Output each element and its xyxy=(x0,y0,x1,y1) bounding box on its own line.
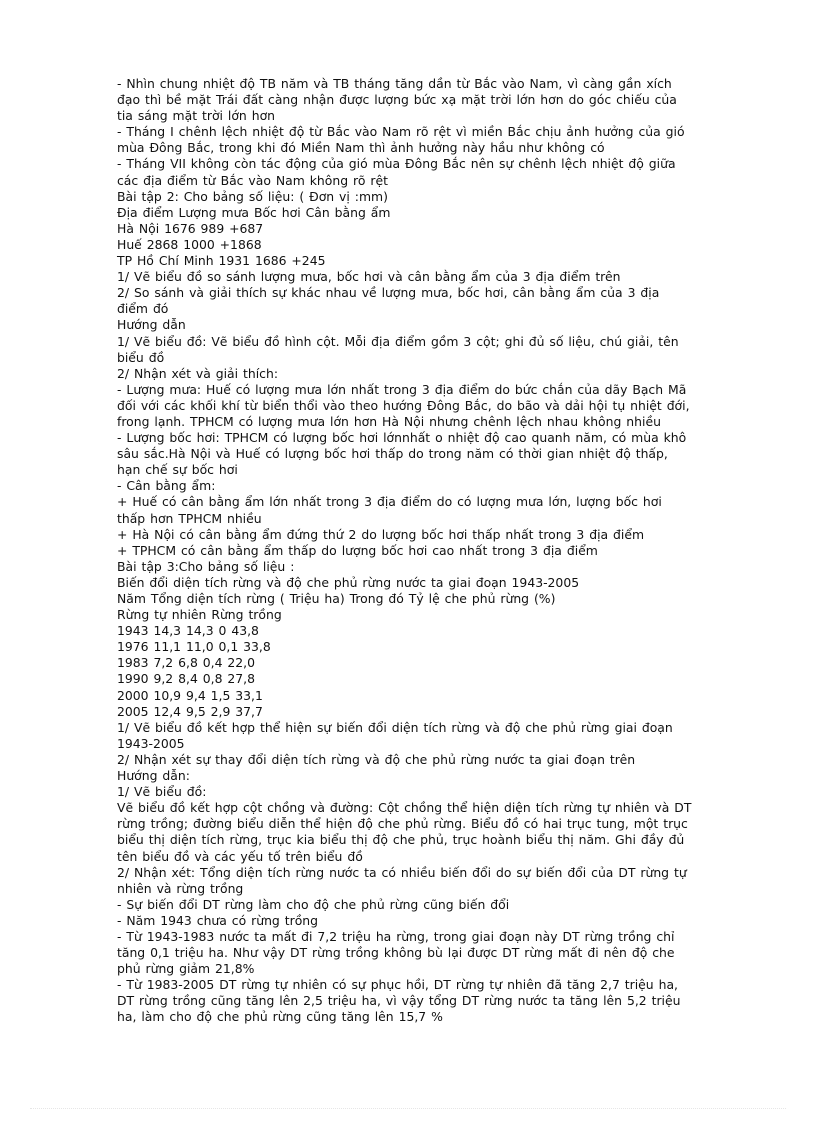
document-body xyxy=(117,76,723,1026)
text-line: 1976 11,1 11,0 0,1 33,8 xyxy=(117,639,271,655)
text-line: 2/ Nhận xét: Tổng diện tích rừng nước ta có nhiều biến đổi do sự biến đổi của DT rừng tự xyxy=(117,864,687,880)
text-line: Hà Nội 1676 989 +687 xyxy=(117,220,264,236)
text-line: rừng trồng; đường biểu diễn thể hiện độ che phủ rừng. Biểu đồ có hai trục tung, một trục xyxy=(117,816,688,832)
text-line: 1990 9,2 8,4 0,8 27,8 xyxy=(117,671,255,687)
text-line: - Cân bằng ẩm: xyxy=(117,478,216,494)
text-line: 1/ Vẽ biểu đồ: xyxy=(117,784,207,800)
text-line: - Nhìn chung nhiệt độ TB năm và TB tháng tăng dần từ Bắc vào Nam, vì càng gần xích xyxy=(117,76,672,91)
text-line: 2005 12,4 9,5 2,9 37,7 xyxy=(117,703,263,719)
text-line: 2/ Nhận xét sự thay đổi diện tích rừng và độ che phủ rừng nước ta giai đoạn trên xyxy=(117,751,636,767)
text-line: Bài tập 3:Cho bảng số liệu : xyxy=(117,558,295,574)
text-line: 2/ Nhận xét và giải thích: xyxy=(117,365,279,381)
page-bottom-divider xyxy=(30,1108,786,1109)
text-line: tăng 0,1 triệu ha. Như vậy DT rừng trồng không bù lại được DT rừng mất đi nên độ che xyxy=(117,945,675,961)
text-line: - Năm 1943 chưa có rừng trồng xyxy=(117,912,318,928)
text-line: + TPHCM có cân bằng ẩm thấp do lượng bốc hơi cao nhất trong 3 địa điểm xyxy=(117,542,598,558)
text-line: - Lượng bốc hơi: TPHCM có lượng bốc hơi lớnnhất o nhiệt độ cao quanh năm, có mùa khô xyxy=(117,430,687,446)
text-line: - Tháng VII không còn tác động của gió mùa Đông Bắc nên sự chênh lệch nhiệt độ giữa xyxy=(117,156,676,172)
text-line: các địa điểm từ Bắc vào Nam không rõ rệt xyxy=(117,172,388,188)
text-line: Bài tập 2: Cho bảng số liệu: ( Đơn vị :mm) xyxy=(117,188,388,204)
text-line: Biến đổi diện tích rừng và độ che phủ rừng nước ta giai đoạn 1943-2005 xyxy=(117,574,580,590)
text-line: sâu sắc.Hà Nội và Huế có lượng bốc hơi thấp do trong năm có thời gian nhiệt độ thấp, xyxy=(117,446,668,462)
text-line: ha, làm cho độ che phủ rừng cũng tăng lên 15,7 % xyxy=(117,1009,443,1025)
text-line: 1/ Vẽ biểu đồ kết hợp thể hiện sự biến đổi diện tích rừng và độ che phủ rừng giai đoạn xyxy=(117,719,673,735)
text-line: Hướng dẫn: xyxy=(117,768,190,784)
text-line: 1/ Vẽ biểu đồ: Vẽ biểu đồ hình cột. Mỗi địa điểm gồm 3 cột; ghi đủ số liệu, chú giải, tên xyxy=(117,333,679,349)
text-line: biểu thị diện tích rừng, trục kia biểu thị độ che phủ, trục hoành biểu thị năm. Ghi đầy đủ xyxy=(117,832,685,848)
text-line: 1983 7,2 6,8 0,4 22,0 xyxy=(117,655,255,671)
text-line: - Tháng I chênh lệch nhiệt độ từ Bắc vào Nam rõ rệt vì miền Bắc chịu ảnh hưởng của gió xyxy=(117,124,685,140)
text-line: Vẽ biểu đồ kết hợp cột chồng và đường: Cột chồng thể hiện diện tích rừng tự nhiên và DT xyxy=(117,800,692,816)
text-line: biểu đồ xyxy=(117,349,165,365)
text-line: hạn chế sự bốc hơi xyxy=(117,462,238,478)
text-line: nhiên và rừng trồng xyxy=(117,880,244,896)
text-line: frong lạnh. TPHCM có lượng mưa lớn hơn Hà Nội nhưng chênh lệch nhau không nhiều xyxy=(117,413,661,429)
text-line: DT rừng trồng cũng tăng lên 2,5 triệu ha, vì vậy tổng DT rừng nước ta tăng lên 5,2 triệu xyxy=(117,993,681,1009)
text-line: + Huế có cân bằng ẩm lớn nhất trong 3 địa điểm do có lượng mưa lớn, lượng bốc hơi xyxy=(117,494,662,510)
text-line: Hướng dẫn xyxy=(117,317,186,333)
text-line: Địa điểm Lượng mưa Bốc hơi Cân bằng ẩm xyxy=(117,204,391,220)
text-line: Năm Tổng diện tích rừng ( Triệu ha) Trong đó Tỷ lệ che phủ rừng (%) xyxy=(117,591,556,606)
text-line: 2000 10,9 9,4 1,5 33,1 xyxy=(117,687,263,703)
text-line: - Từ 1943-1983 nước ta mất đi 7,2 triệu ha rừng, trong giai đoạn này DT rừng trồng chỉ xyxy=(117,928,675,944)
text-line: - Lượng mưa: Huế có lượng mưa lớn nhất trong 3 địa điểm do bức chắn của dãy Bạch Mã xyxy=(117,381,687,397)
text-line: điểm đó xyxy=(117,301,169,317)
text-line: Huế 2868 1000 +1868 xyxy=(117,236,262,252)
text-line: - Sự biến đổi DT rừng làm cho độ che phủ rừng cũng biến đổi xyxy=(117,896,510,912)
text-line: mùa Đông Bắc, trong khi đó Miền Nam thì ảnh hưởng này hầu như không có xyxy=(117,140,605,156)
text-line: 2/ So sánh và giải thích sự khác nhau về lượng mưa, bốc hơi, cân bằng ẩm của 3 địa xyxy=(117,285,660,301)
text-line: Rừng tự nhiên Rừng trồng xyxy=(117,607,282,623)
text-line: đối với các khối khí từ biển thổi vào theo hướng Đông Bắc, do bão và dải hội tụ nhiệt đới, xyxy=(117,397,690,413)
text-line: thấp hơn TPHCM nhiều xyxy=(117,510,262,526)
text-line: tên biểu đồ và các yếu tố trên biểu đồ xyxy=(117,848,363,864)
text-line: TP Hồ Chí Minh 1931 1686 +245 xyxy=(117,253,326,269)
text-line: đạo thì bề mặt Trái đất càng nhận được lượng bức xạ mặt trời lớn hơn do góc chiếu của xyxy=(117,92,677,108)
text-line: phủ rừng giảm 21,8% xyxy=(117,961,255,977)
text-line: + Hà Nội có cân bằng ẩm đứng thứ 2 do lượng bốc hơi thấp nhất trong 3 địa điểm xyxy=(117,526,645,542)
text-line: tia sáng mặt trời lớn hơn xyxy=(117,108,276,124)
text-line: 1/ Vẽ biểu đồ so sánh lượng mưa, bốc hơi và cân bằng ẩm của 3 địa điểm trên xyxy=(117,269,621,285)
text-line: - Từ 1983-2005 DT rừng tự nhiên có sự phục hồi, DT rừng tự nhiên đã tăng 2,7 triệu ha, xyxy=(117,977,678,993)
text-line: 1943-2005 xyxy=(117,735,185,751)
text-line: 1943 14,3 14,3 0 43,8 xyxy=(117,623,259,639)
